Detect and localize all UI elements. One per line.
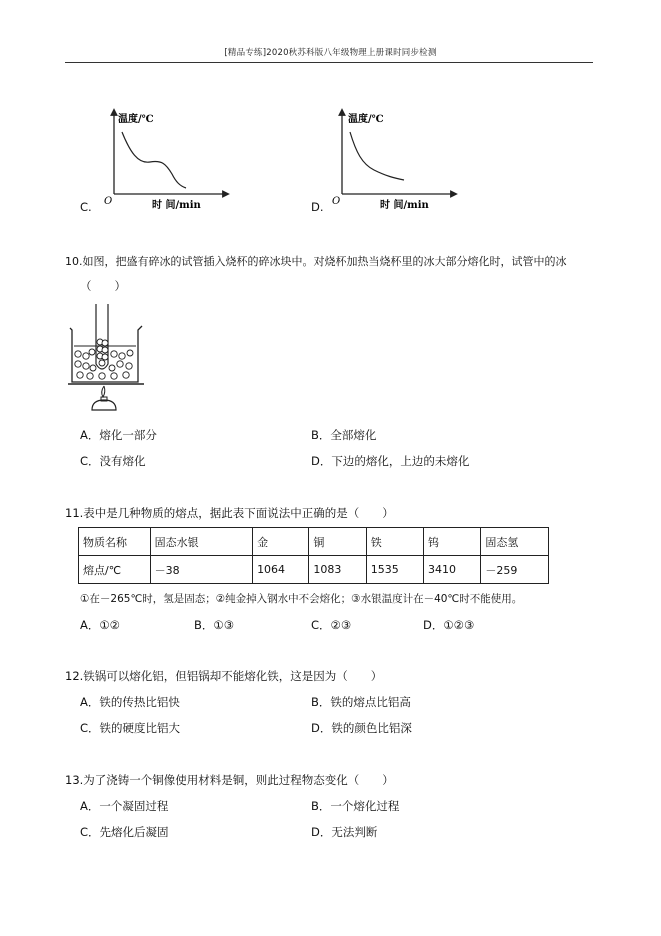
question-10-option-c[interactable]: C．没有熔化 bbox=[80, 454, 146, 468]
question-13-stem: 13.为了浇铸一个铜像使用材料是铜，则此过程物态变化（ ） bbox=[65, 773, 394, 787]
table-cell: 金 bbox=[253, 528, 309, 556]
x-axis-label: 时 间/min bbox=[380, 200, 429, 211]
question-10-paren: （ ） bbox=[80, 279, 126, 293]
table-cell: 3410 bbox=[424, 556, 481, 584]
question-11-option-b[interactable]: B．①③ bbox=[194, 618, 235, 632]
table-cell: 固态水银 bbox=[150, 528, 252, 556]
question-12-option-d[interactable]: D．铁的颜色比铝深 bbox=[311, 721, 412, 735]
table-cell: －38 bbox=[150, 556, 252, 584]
beaker-apparatus-illustration bbox=[66, 302, 148, 414]
question-12-option-c[interactable]: C．铁的硬度比铝大 bbox=[80, 721, 181, 735]
question-13-option-d[interactable]: D．无法判断 bbox=[311, 825, 378, 839]
graph-c bbox=[100, 108, 232, 214]
temperature-curve bbox=[350, 132, 404, 180]
table-cell: 固态氢 bbox=[481, 528, 549, 556]
option-d-label: D. bbox=[311, 200, 324, 214]
question-12-stem: 12.铁锅可以熔化铝，但铝锅却不能熔化铁，这是因为（ ） bbox=[65, 669, 383, 683]
question-12-option-a[interactable]: A．铁的传热比铝快 bbox=[80, 695, 180, 709]
question-11-option-c[interactable]: C．②③ bbox=[311, 618, 352, 632]
x-axis-label: 时 间/min bbox=[152, 200, 201, 211]
table-cell: 1064 bbox=[253, 556, 309, 584]
question-10-option-b[interactable]: B．全部熔化 bbox=[311, 428, 377, 442]
table-cell: 1083 bbox=[309, 556, 366, 584]
table-cell: 1535 bbox=[366, 556, 423, 584]
question-12-option-b[interactable]: B．铁的熔点比铝高 bbox=[311, 695, 411, 709]
option-c-label: C. bbox=[80, 200, 92, 214]
question-10-option-a[interactable]: A．熔化一部分 bbox=[80, 428, 157, 442]
question-13-option-a[interactable]: A．一个凝固过程 bbox=[80, 799, 169, 813]
graph-d bbox=[330, 108, 462, 214]
table-cell: 物质名称 bbox=[79, 528, 151, 556]
origin-label: O bbox=[104, 196, 113, 207]
table-cell: －259 bbox=[481, 556, 549, 584]
question-11-option-a[interactable]: A．①② bbox=[80, 618, 120, 632]
table-row bbox=[79, 556, 549, 584]
question-13-option-c[interactable]: C．先熔化后凝固 bbox=[80, 825, 169, 839]
table-cell: 钨 bbox=[424, 528, 481, 556]
question-11-statements: ①在－265℃时，氢是固态；②纯金掉入钢水中不会熔化；③水银温度计在－40℃时不能使用。 bbox=[80, 593, 523, 605]
origin-label: O bbox=[332, 196, 341, 207]
table-cell: 铜 bbox=[309, 528, 366, 556]
question-10-stem: 10.如图，把盛有碎冰的试管插入烧杯的碎冰块中。对烧杯加热当烧杯里的冰大部分熔化时，试管中的冰 bbox=[65, 255, 567, 268]
question-11-option-d[interactable]: D．①②③ bbox=[423, 618, 475, 632]
tube-ice bbox=[97, 339, 108, 366]
y-axis-label: 温度/℃ bbox=[118, 114, 154, 125]
table-cell: 铁 bbox=[366, 528, 423, 556]
y-axis-label: 温度/℃ bbox=[348, 114, 384, 125]
question-10-option-d[interactable]: D．下边的熔化，上边的未熔化 bbox=[311, 454, 470, 468]
melting-point-table bbox=[78, 527, 549, 584]
question-13-option-b[interactable]: B．一个熔化过程 bbox=[311, 799, 400, 813]
question-11-stem: 11.表中是几种物质的熔点，据此表下面说法中正确的是（ ） bbox=[65, 506, 394, 520]
page-header: [精品专练]2020秋苏科版八年级物理上册课时同步检测 bbox=[224, 48, 437, 58]
table-header-row bbox=[79, 528, 549, 556]
table-cell: 熔点/℃ bbox=[79, 556, 151, 584]
temperature-curve bbox=[122, 132, 186, 188]
header-divider bbox=[65, 62, 593, 63]
flame bbox=[102, 386, 105, 397]
